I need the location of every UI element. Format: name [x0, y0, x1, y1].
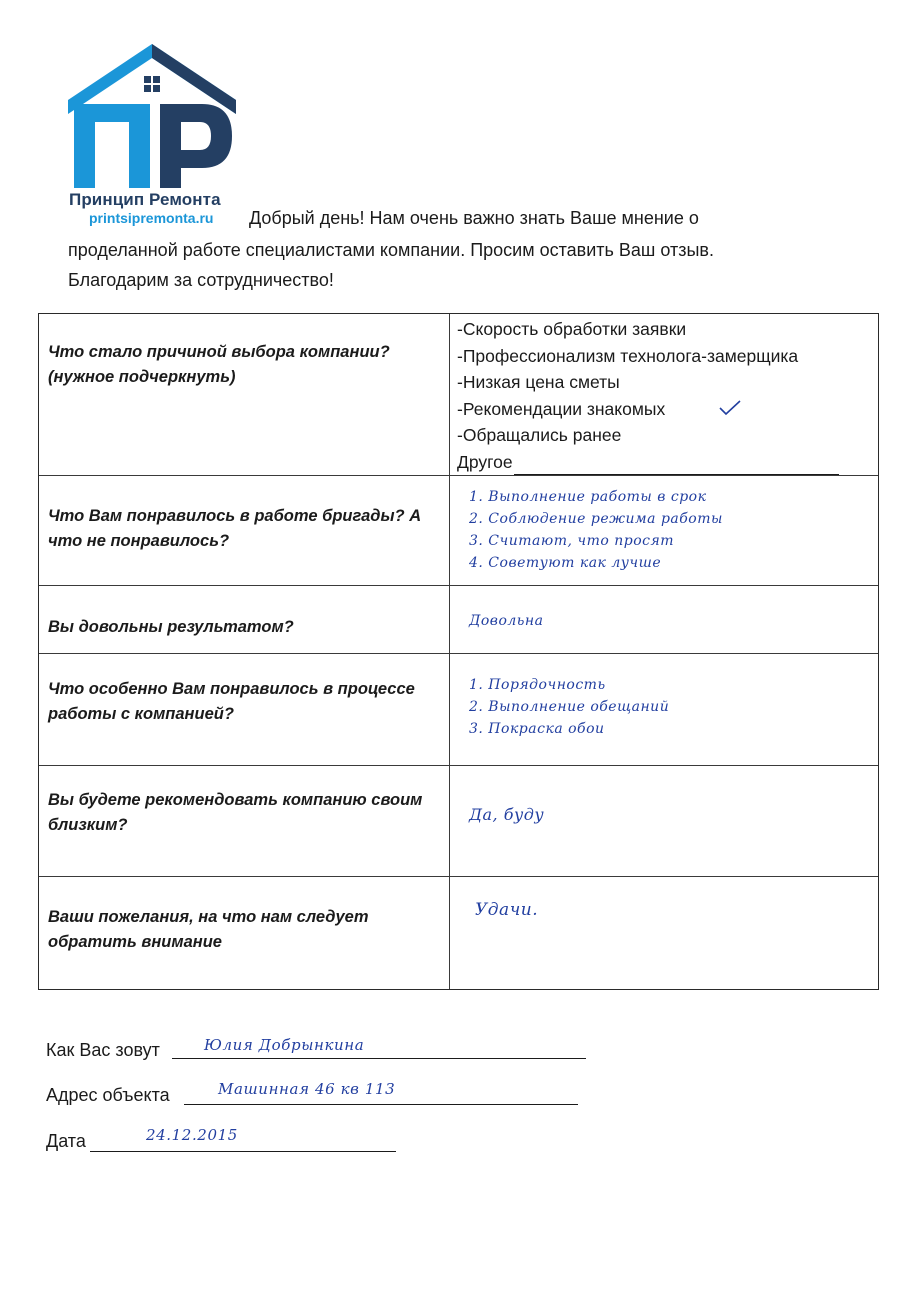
answer-line: 1. Выполнение работы в срок	[469, 489, 707, 505]
handwritten-answer	[469, 486, 723, 574]
survey-row-process	[39, 654, 878, 766]
survey-row-reason	[39, 314, 878, 476]
option-item[interactable]: -Низкая цена сметы	[457, 372, 620, 392]
address-field-line[interactable]	[184, 1104, 578, 1105]
date-field-line[interactable]	[90, 1151, 396, 1152]
intro-line-2: проделанной работе специалистами компании. Просим оставить Ваш отзыв.	[68, 240, 714, 260]
question-text: Что особенно Вам понравилось в процессе работы с компанией?	[48, 680, 415, 723]
date-field-label: Дата	[46, 1131, 86, 1151]
handwritten-answer	[469, 804, 544, 826]
answer-line: 2. Соблюдение режима работы	[469, 511, 723, 527]
name-field-line[interactable]	[172, 1058, 586, 1059]
address-field-label: Адрес объекта	[46, 1085, 170, 1105]
company-logo	[66, 42, 238, 224]
answer-line: Да, буду	[469, 805, 545, 824]
answer-line: 2. Выполнение обещаний	[469, 699, 670, 715]
checkmark-icon	[719, 400, 741, 416]
house-logo-icon	[66, 42, 238, 192]
intro-line-3: Благодарим за сотрудничество!	[68, 270, 334, 290]
option-other-label: Другое	[457, 451, 513, 472]
survey-row-liked-team	[39, 476, 878, 586]
option-item[interactable]: -Профессионализм технолога-замерщика	[457, 345, 799, 366]
survey-row-recommend	[39, 766, 878, 877]
handwritten-answer	[469, 610, 544, 632]
answer-line: 1. Порядочность	[469, 677, 606, 693]
question-text: Что стало причиной выбора компании? (нужное подчеркнуть)	[48, 343, 390, 386]
question-text: Ваши пожелания, на что нам следует обратить внимание	[48, 908, 369, 951]
option-item[interactable]: -Скорость обработки заявки	[457, 319, 687, 339]
answer-line: Довольна	[469, 613, 544, 629]
handwritten-answer	[475, 899, 538, 921]
logo-company-name: Принцип Ремонта	[69, 190, 221, 209]
answer-line: 3. Считают, что просят	[469, 533, 675, 549]
survey-row-satisfied	[39, 586, 878, 654]
option-item[interactable]: -Рекомендации знакомых	[457, 398, 666, 419]
option-item-other[interactable]	[457, 449, 839, 476]
survey-row-wishes	[39, 877, 878, 989]
answer-line: 3. Покраска обои	[469, 721, 605, 737]
date-field-value: 24.12.2015	[146, 1126, 238, 1144]
answer-line: 4. Советуют как лучше	[469, 555, 662, 571]
options-list	[457, 316, 839, 475]
question-text: Что Вам понравилось в работе бригады? А что не понравилось?	[48, 507, 422, 550]
question-text: Вы будете рекомендовать компанию своим близким?	[48, 791, 423, 834]
name-field-label: Как Вас зовут	[46, 1040, 160, 1060]
intro-line-1: Добрый день! Нам очень важно знать Ваше мнение о	[249, 208, 699, 228]
survey-table	[38, 313, 879, 990]
answer-line: Удачи.	[475, 900, 539, 920]
option-item[interactable]: -Обращались ранее	[457, 425, 622, 445]
question-text: Вы довольны результатом?	[48, 618, 294, 636]
other-fill-line	[514, 454, 839, 475]
address-field-value: Машинная 46 кв 113	[218, 1080, 396, 1098]
logo-website: printsipremonta.ru	[89, 210, 214, 226]
name-field-value: Юлия Добрынкина	[204, 1036, 365, 1054]
handwritten-answer	[469, 674, 669, 740]
